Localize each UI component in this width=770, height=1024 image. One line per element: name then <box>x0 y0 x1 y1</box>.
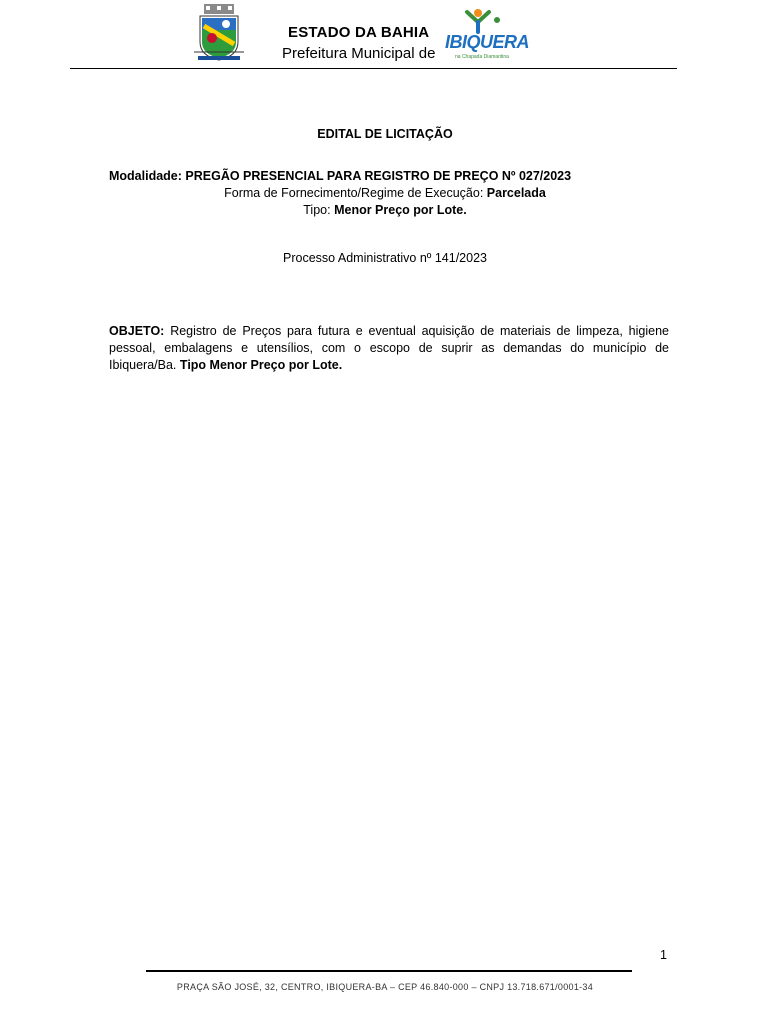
processo-line: Processo Administrativo nº 141/2023 <box>283 251 487 265</box>
modalidade-line <box>109 169 571 183</box>
objeto-text: Registro de Preços para futura e eventual aquisição de materiais de limpeza, higiene pessoal, embalagens e utensílios, com o escopo de suprir as demandas do município de Ibiquera/Ba. <box>109 324 669 372</box>
objeto-label: OBJETO: <box>109 324 165 338</box>
state-name: ESTADO DA BAHIA <box>288 24 430 41</box>
logo-text: IBIQUERA <box>445 32 530 52</box>
tipo-label: Tipo: <box>303 203 331 217</box>
header-divider <box>70 68 677 69</box>
prefecture-label: Prefeitura Municipal de <box>282 45 436 62</box>
ibiquera-figure-icon <box>445 8 535 34</box>
fornecimento-label: Forma de Fornecimento/Regime de Execução: <box>224 186 484 200</box>
document-title: EDITAL DE LICITAÇÃO <box>317 127 453 141</box>
ibiquera-logo <box>445 8 535 66</box>
tipo-value: Menor Preço por Lote. <box>334 203 467 217</box>
footer-address: PRAÇA SÃO JOSÉ, 32, CENTRO, IBIQUERA-BA – CEP 46.840-000 – CNPJ 13.718.671/0001-34 <box>176 982 594 992</box>
modalidade-value: PREGÃO PRESENCIAL PARA REGISTRO DE PREÇO Nº 027/2023 <box>185 169 572 183</box>
tipo-line <box>0 203 770 217</box>
fornecimento-line <box>0 186 770 200</box>
objeto-tipo: Tipo Menor Preço por Lote. <box>179 358 343 372</box>
fornecimento-value: Parcelada <box>486 186 546 200</box>
modalidade-label: Modalidade: <box>109 169 182 183</box>
page-header <box>0 0 770 72</box>
municipal-crest-icon <box>190 4 248 62</box>
page-number: 1 <box>660 948 667 962</box>
footer-divider <box>146 970 632 972</box>
objeto-paragraph <box>109 323 669 374</box>
logo-tagline: na Chapada Diamantina <box>455 54 509 60</box>
